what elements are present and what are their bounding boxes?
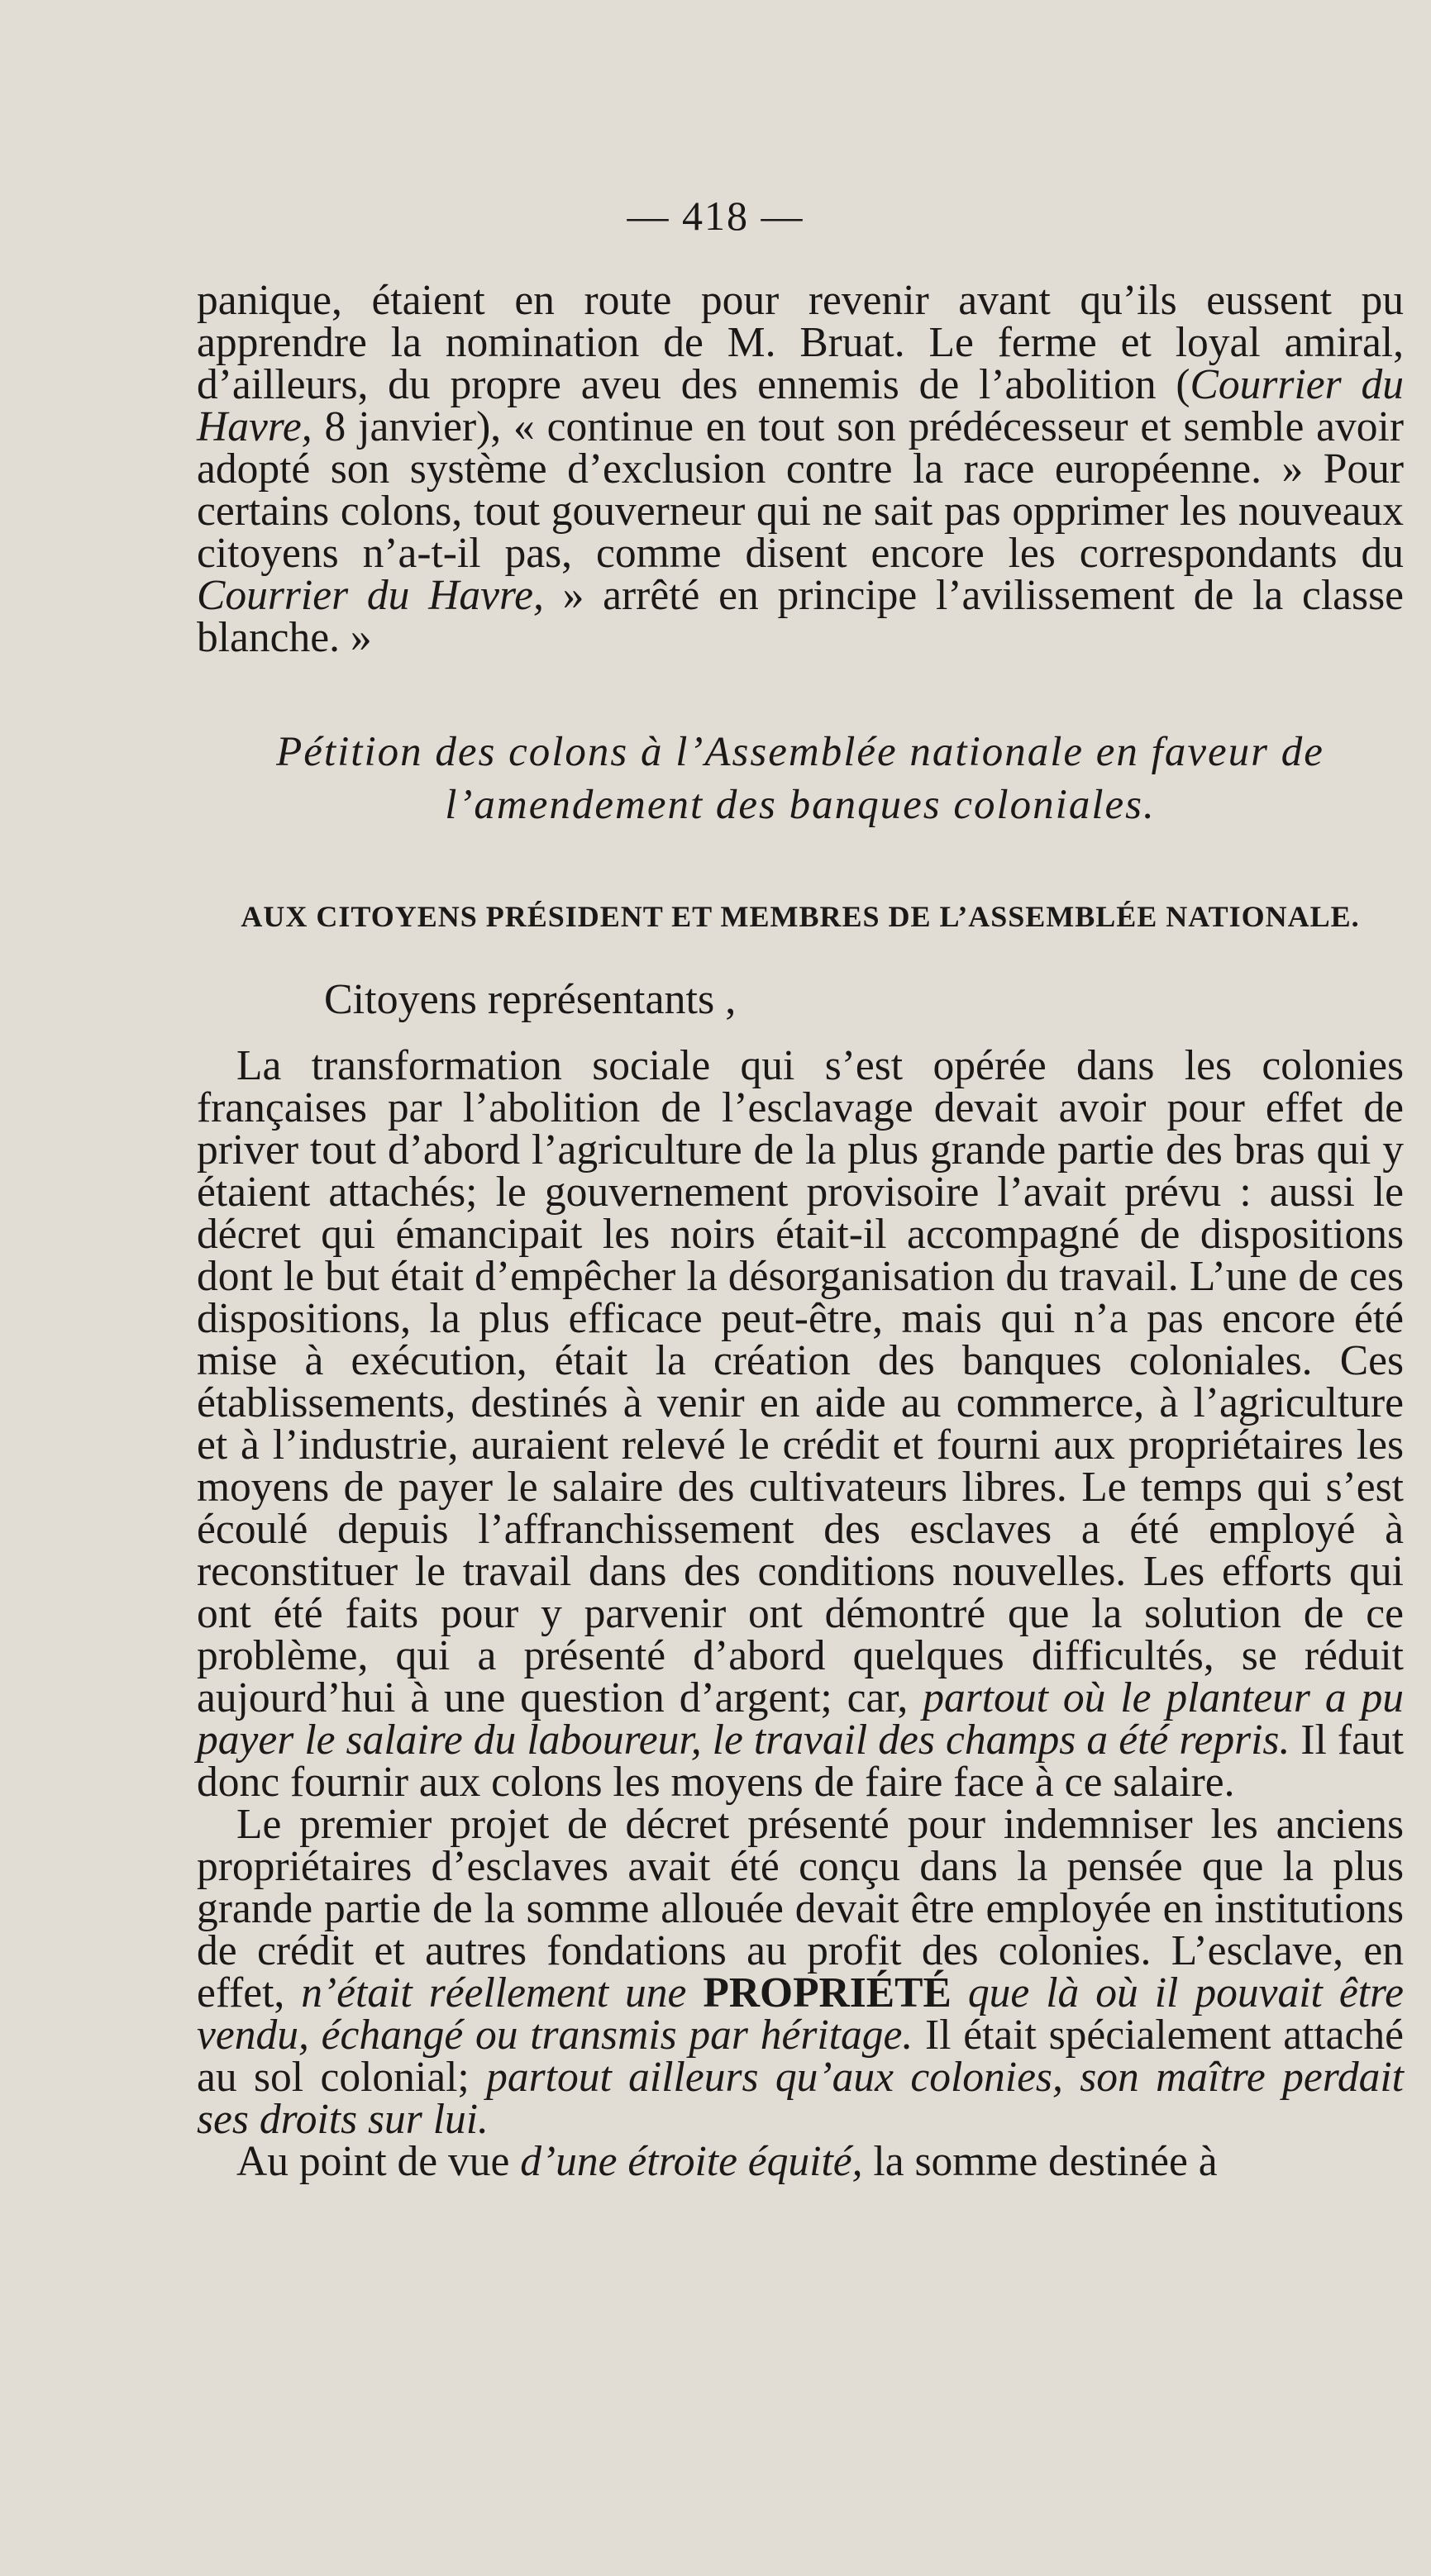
paragraph: Le premier projet de décret présenté pour indemniser les anciens propriétaires d’esclaves avait été conçu dans la pensée que la plus grande partie de la somme allouée devait être employée en institutions de crédit et autres fondations au profit des colonies. L’esclave, en effet, n’était réellement une PROPRIÉTÉ que là où il pouvait être vendu, échangé ou transmis par héritage. Il était spécialement attaché au sol colonial; partout ailleurs qu’aux colonies, son maître perdait ses droits sur lui. (197, 1801, 1404, 2143)
petition-title-line-2: l’amendement des banques coloniales. (445, 782, 1156, 828)
salutation: Citoyens représentants , (324, 976, 737, 1023)
petition-title-line-1: Pétition des colons à l’Assemblée nationale en faveur de (276, 729, 1324, 775)
paragraph: La transformation sociale qui s’est opérée dans les colonies françaises par l’abolition de l’esclavage devait avoir pour effet de priver tout d’abord l’agriculture de la plus grande partie des bras qui y étaient attachés; le gouvernement provisoire l’avait prévu : aussi le décret qui émancipait les noirs était-il accompagné de dispositions dont le but était d’empêcher la désorganisation du travail. L’une de ces dispositions, la plus efficace peut-être, mais qui n’a pas encore été mise à exécution, était la création des banques coloniales. Ces établissements, destinés à venir en aide au commerce, à l’agriculture et à l’industrie, auraient relevé le crédit et fourni aux propriétaires les moyens de payer le salaire des cultivateurs libres. Le temps qui s’est écoulé depuis l’affranchissement des esclaves a été employé à reconstituer le travail dans des conditions nouvelles. Les efforts qui ont été faits pour y parvenir ont démontré que la solution de ce problème, qui a présenté d’abord quelques difficultés, se réduit aujourd’hui à une question d’argent; car, partout où le planteur a pu payer le salaire du laboureur, le travail des champs a été repris. Il faut donc fournir aux colons les moyens de faire face à ce salaire. (197, 1042, 1405, 1806)
paragraph: Au point de vue d’une étroite équité, la somme destinée à (236, 2138, 1218, 2185)
opening-paragraph (197, 279, 1404, 659)
petition-title (197, 726, 1404, 831)
body-text (197, 1042, 1405, 2185)
address-heading: AUX CITOYENS PRÉSIDENT ET MEMBRES DE L’ASSEMBLÉE NATIONALE. (241, 900, 1360, 933)
page-number: — 418 — (627, 193, 804, 239)
paragraph: panique, étaient en route pour revenir avant qu’ils eussent pu apprendre la nomination de M. Bruat. Le ferme et loyal amiral, d’ailleurs, du propre aveu des ennemis de l’abolition (Courrier du Havre, 8 janvier), « continue en tout son prédécesseur et semble avoir adopté son système d’exclusion contre la race européenne. » Pour certains colons, tout gouverneur qui ne sait pas opprimer les nouveaux citoyens n’a-t-il pas, comme disent encore les correspondants du Courrier du Havre, » arrêté en principe l’avilissement de la classe blanche. » (197, 277, 1404, 661)
